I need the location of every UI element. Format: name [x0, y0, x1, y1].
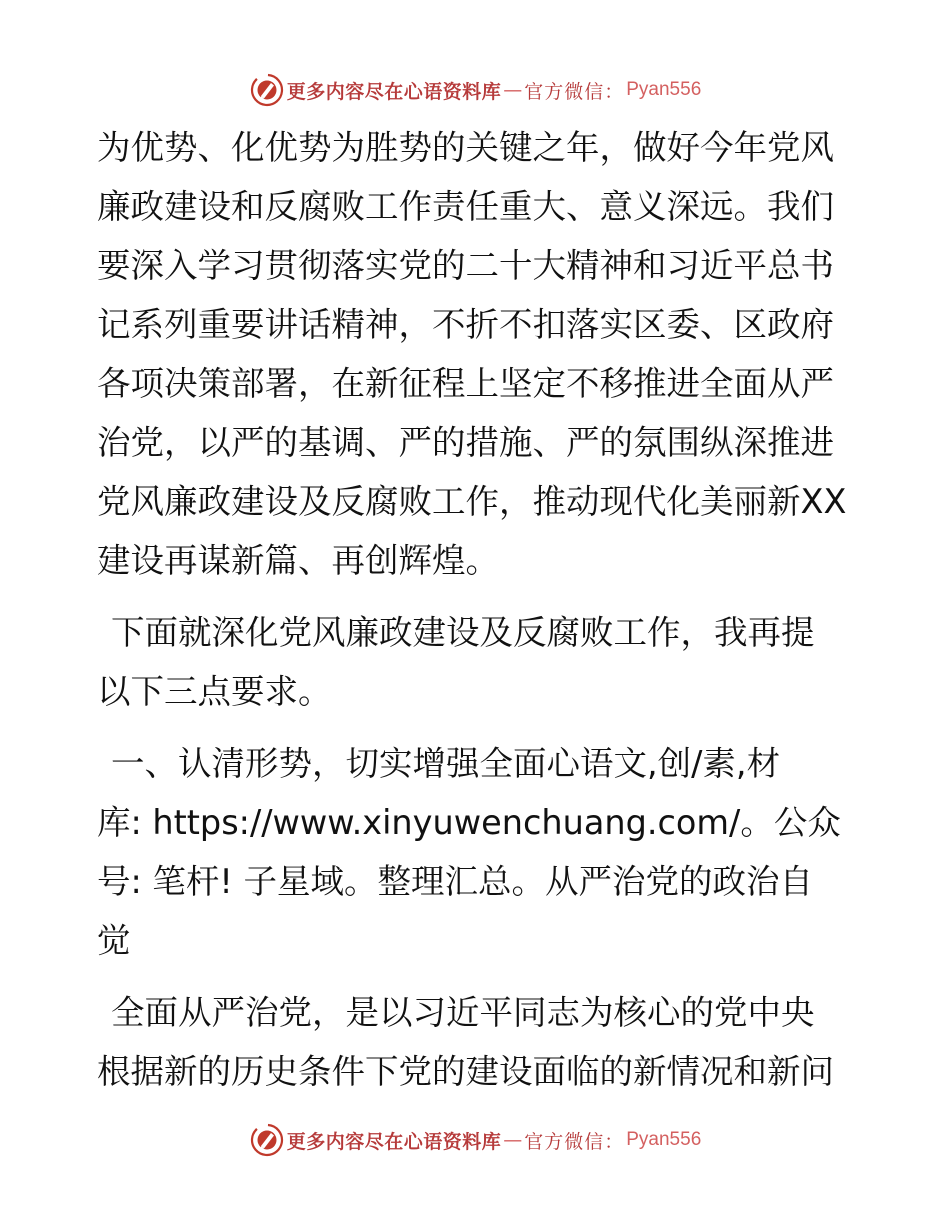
banner-account-id: Pyan556 [626, 79, 702, 100]
text-line: 觉 [97, 921, 131, 960]
text-line: 下面就深化党风廉政建设及反腐败工作，我再提 [111, 613, 815, 652]
text-line: 根据新的历史条件下党的建设面临的新情况和新问 [97, 1052, 834, 1091]
text-line: 党风廉政建设及反腐败工作，推动现代化美丽新XX [97, 482, 847, 521]
banner-separator: — [503, 79, 523, 101]
text-line: 一、认清形势，切实增强全面心语文,创/素,材 [111, 744, 781, 783]
section-heading-1 [97, 734, 867, 970]
paragraph-3 [97, 983, 867, 1101]
text-line: 全面从严治党，是以习近平同志为核心的党中央 [111, 993, 815, 1032]
banner-separator: — [503, 1129, 523, 1151]
text-line: 廉政建设和反腐败工作责任重大、意义深远。我们 [97, 187, 834, 226]
paragraph-1 [97, 118, 867, 590]
text-line: 为优势、化优势为胜势的关键之年，做好今年党风 [97, 128, 834, 167]
text-line: 治党，以严的基调、严的措施、严的氛围纵深推进 [97, 423, 834, 462]
pen-seal-icon [249, 1122, 285, 1158]
text-line: 记系列重要讲话精神，不折不扣落实区委、区政府 [97, 305, 834, 344]
header-banner [0, 68, 950, 112]
banner-main-text: 更多内容尽在心语资料库 [286, 1130, 502, 1153]
text-line: 建设再谋新篇、再创辉煌。 [97, 541, 499, 580]
footer-banner [0, 1118, 950, 1162]
banner-label-text: 官方微信： [524, 1130, 625, 1153]
text-line: 以下三点要求。 [97, 672, 332, 711]
text-line: 要深入学习贯彻落实党的二十大精神和习近平总书 [97, 246, 834, 285]
text-line: 号: 笔杆! 子星域。整理汇总。从严治党的政治自 [97, 862, 814, 901]
text-line: 库: https://www.xinyuwenchuang.com/。公众 [97, 803, 841, 842]
banner-label-text: 官方微信： [524, 80, 625, 103]
text-line: 各项决策部署，在新征程上坚定不移推进全面从严 [97, 364, 834, 403]
paragraph-2 [97, 603, 867, 721]
banner-account-id: Pyan556 [626, 1129, 702, 1150]
document-body [97, 118, 867, 1101]
banner-main-text: 更多内容尽在心语资料库 [286, 80, 502, 103]
pen-seal-icon [249, 72, 285, 108]
